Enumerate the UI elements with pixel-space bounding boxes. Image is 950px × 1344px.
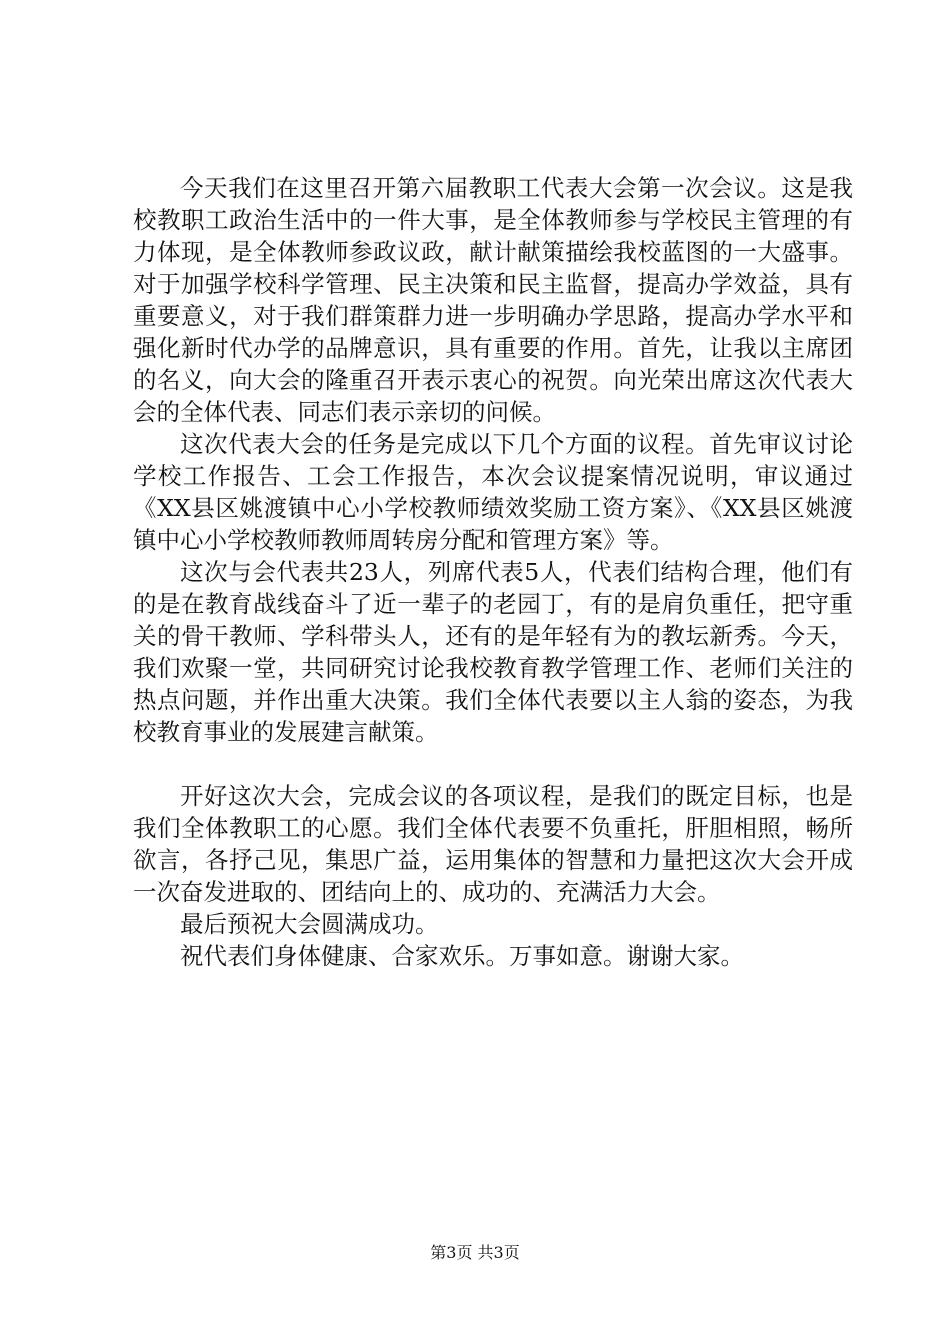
- paragraph-wishes: 最后预祝大会圆满成功。: [180, 910, 439, 938]
- paragraph-opening: 今天我们在这里召开第六届教职工代表大会第一次会议。这是我校教职工政治生活中的一件大事，是全体教师参与学校民主管理的有力体现，是全体教师参政议政，献计献策描绘我校蓝图的一大盛事。对于加强学校科学管理、民主决策和民主监督，提高办学效益，具有重要意义，对于我们群策群力进一步明确办学思路，提高办学水平和强化新时代办学的品牌意识，具有重要的作用。首先，让我以主席团的名义，向大会的隆重召开表示衷心的祝贺。向光荣出席这次代表大会的全体代表、同志们表示亲切的问候。: [133, 174, 853, 426]
- paragraph-spacer: [133, 748, 853, 780]
- paragraph-closing: 祝代表们身体健康、合家欢乐。万事如意。谢谢大家。: [180, 942, 744, 970]
- paragraph-representatives: 这次与会代表共23人，列席代表5人，代表们结构合理，他们有的是在教育战线奋斗了近一辈子的老园丁，有的是肩负重任，把守重关的骨干教师、学科带头人，还有的是年轻有为的教坛新秀。今天，我们欢聚一堂，共同研究讨论我校教育教学管理工作、老师们关注的热点问题，并作出重大决策。我们全体代表要以主人翁的姿态，为我校教育事业的发展建言献策。: [133, 558, 853, 746]
- paragraph-goals: 开好这次大会，完成会议的各项议程，是我们的既定目标，也是我们全体教职工的心愿。我们全体代表要不负重托，肝胆相照，畅所欲言，各抒己见，集思广益，运用集体的智慧和力量把这次大会开成一次奋发进取的、团结向上的、成功的、充满活力大会。: [133, 782, 853, 906]
- page-number-footer: 第3页 共3页: [430, 1243, 520, 1262]
- paragraph-agenda: 这次代表大会的任务是完成以下几个方面的议程。首先审议讨论学校工作报告、工会工作报告，本次会议提案情况说明，审议通过《XX县区姚渡镇中心小学校教师绩效奖励工资方案》、《XX县区姚渡镇中心小学校教师教师周转房分配和管理方案》等。: [133, 430, 853, 554]
- document-body: [133, 172, 853, 972]
